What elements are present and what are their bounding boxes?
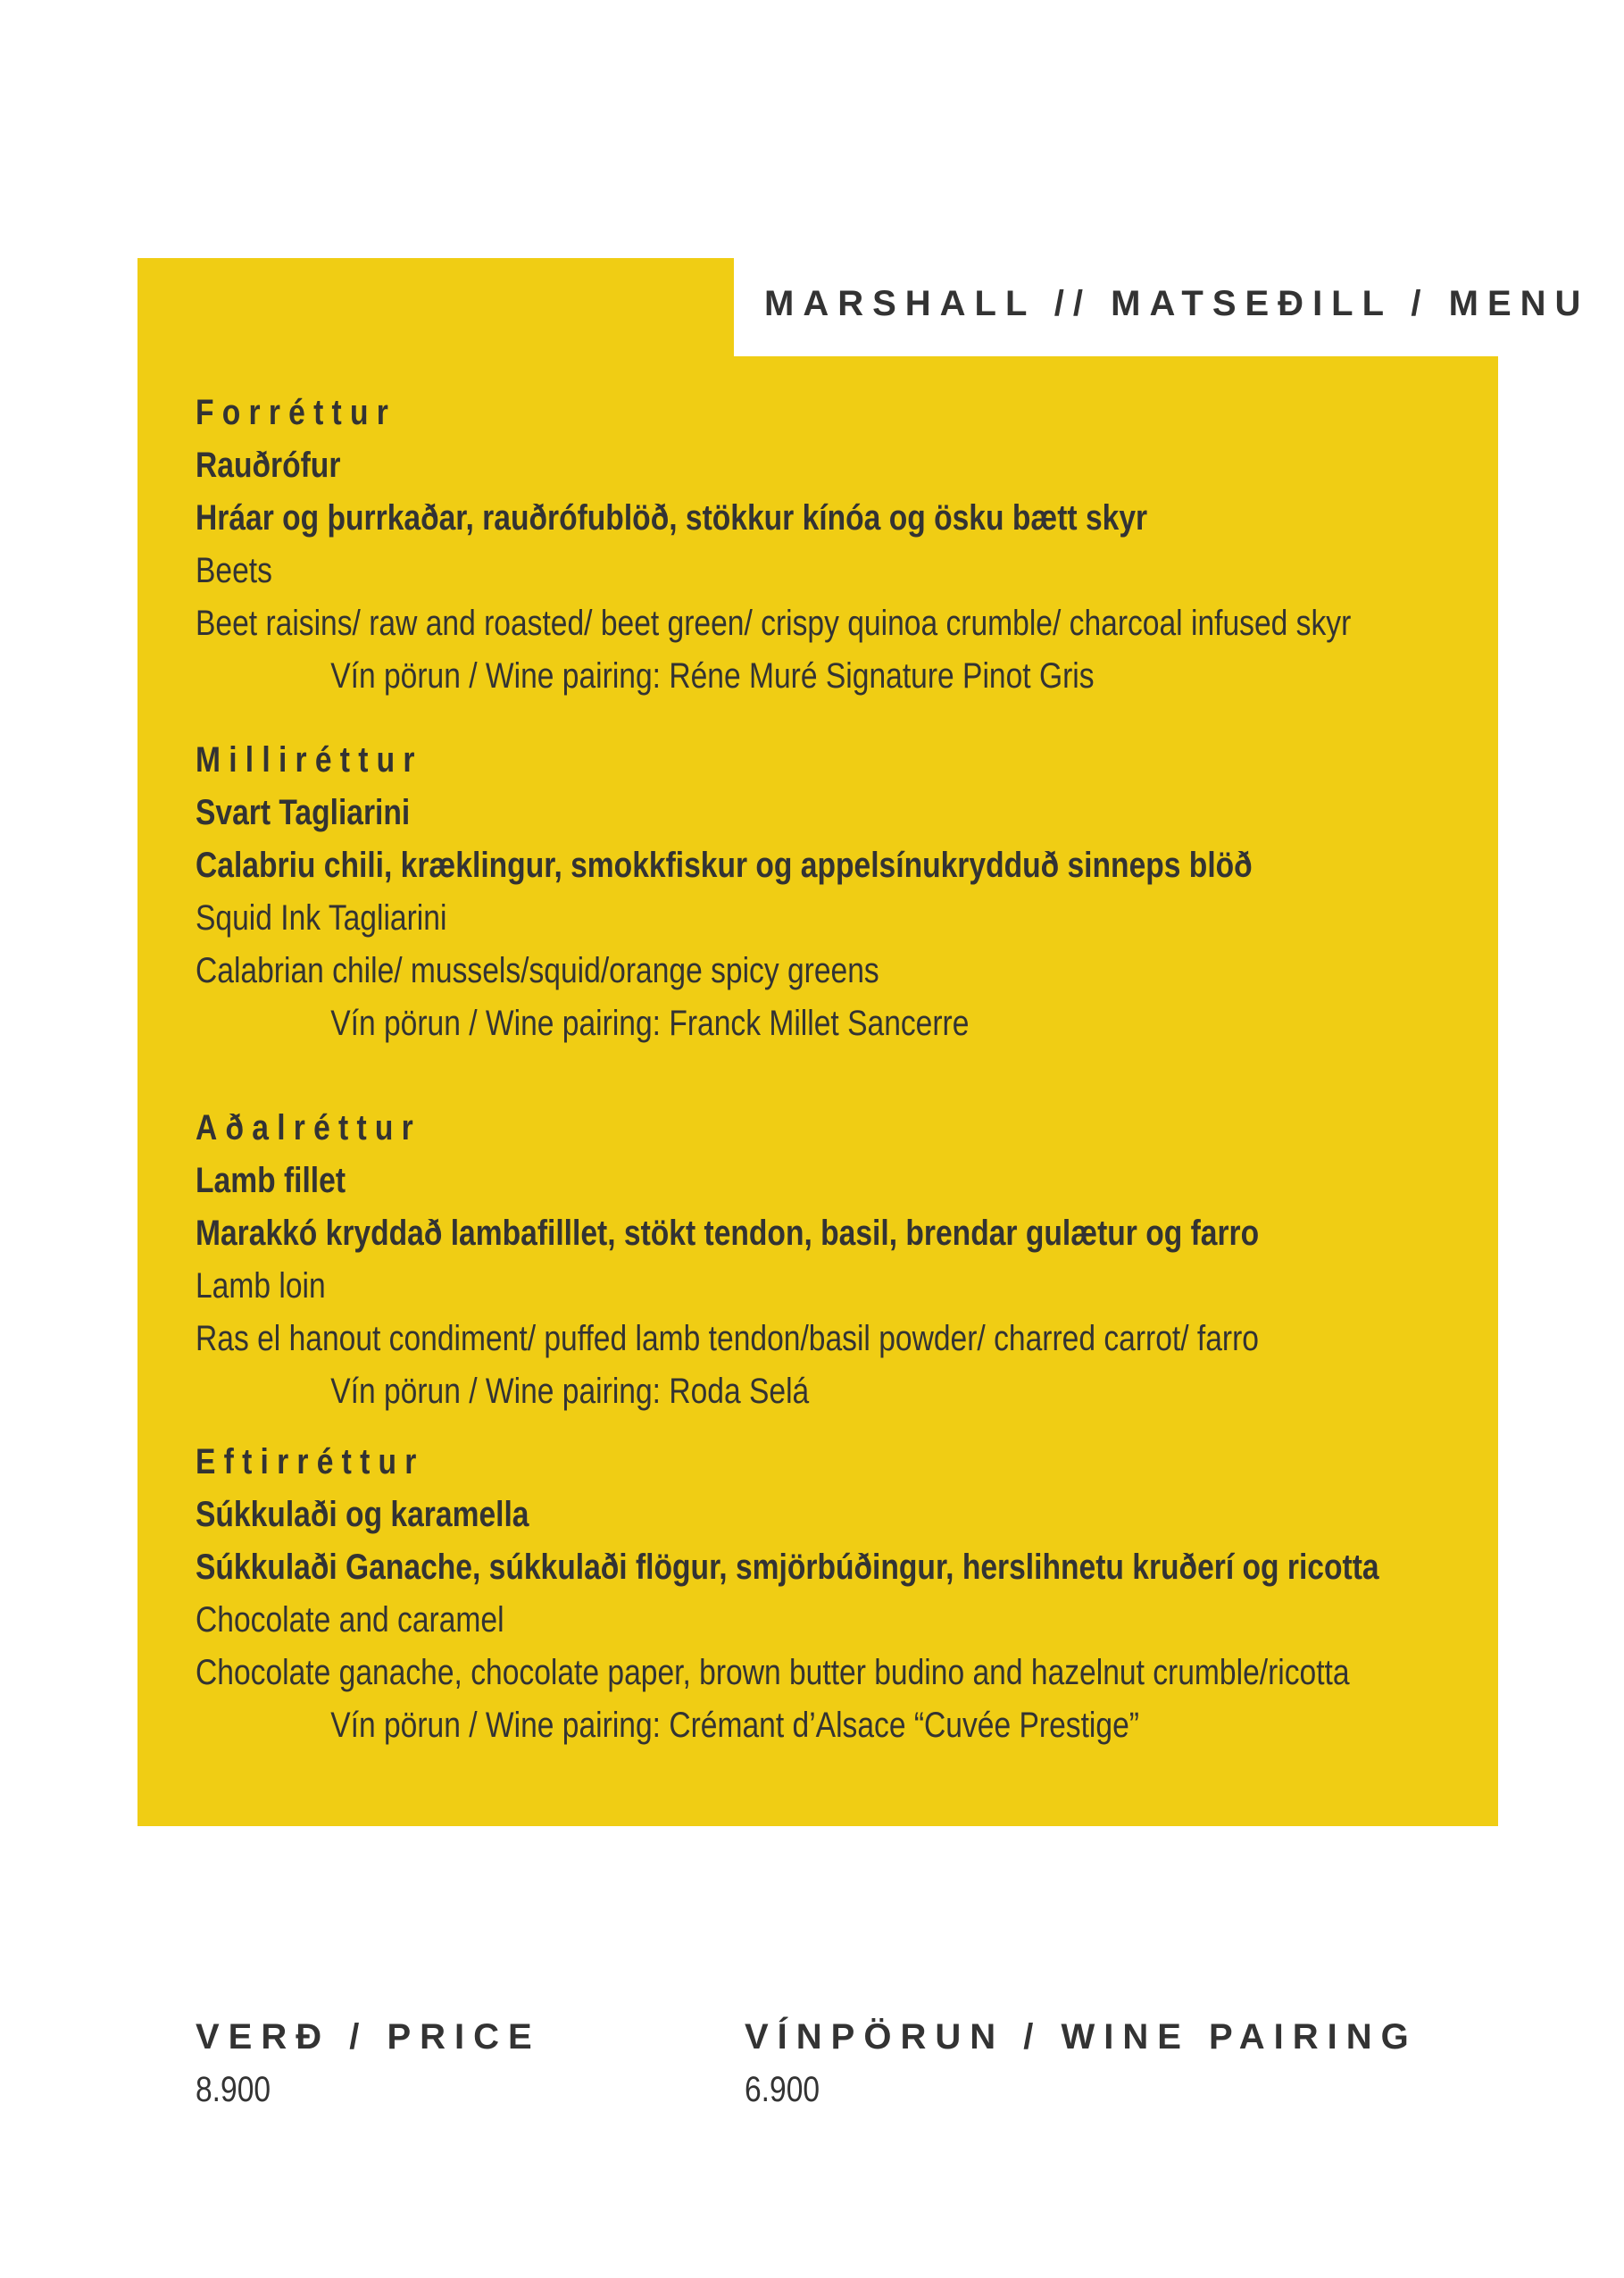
course-starter bbox=[196, 387, 1352, 703]
dish-description-en: Chocolate ganache, chocolate paper, brown butter budino and hazelnut crumble/ricotta bbox=[196, 1653, 1350, 1692]
dish-description-en: Beet raisins/ raw and roasted/ beet green/ crispy quinoa crumble/ charcoal infused skyr bbox=[196, 604, 1352, 643]
dish-description-en: Calabrian chile/ mussels/squid/orange spicy greens bbox=[196, 951, 879, 990]
wine-pairing: Vín pörun / Wine pairing: Roda Selá bbox=[330, 1372, 810, 1411]
course-intermediate bbox=[196, 734, 1276, 1050]
dish-name-is: Rauðrófur bbox=[196, 446, 341, 485]
dish-description-en: Ras el hanout condiment/ puffed lamb tendon/basil powder/ charred carrot/ farro bbox=[196, 1319, 1260, 1358]
dish-name-is: Lamb fillet bbox=[196, 1161, 346, 1200]
dish-name-is: Súkkulaði og karamella bbox=[196, 1495, 529, 1534]
course-heading: Forréttur bbox=[196, 393, 397, 432]
course-dessert bbox=[196, 1436, 1379, 1752]
price-block bbox=[196, 2011, 541, 2116]
menu-title: MARSHALL // MATSEÐILL / MENU bbox=[764, 284, 1590, 323]
course-heading: Milliréttur bbox=[196, 740, 423, 780]
dish-description-is: Hráar og þurrkaðar, rauðrófublöð, stökkur kínóa og ösku bætt skyr bbox=[196, 498, 1148, 538]
course-heading: Aðalréttur bbox=[196, 1108, 421, 1147]
dish-name-en: Beets bbox=[196, 551, 272, 590]
course-heading: Eftirréttur bbox=[196, 1442, 425, 1481]
dish-description-is: Marakkó kryddað lambafilllet, stökt tendon, basil, brendar gulætur og farro bbox=[196, 1214, 1260, 1253]
wine-pairing: Vín pörun / Wine pairing: Réne Muré Signature Pinot Gris bbox=[330, 656, 1095, 696]
price-label: VERÐ / PRICE bbox=[196, 2017, 541, 2057]
wine-pairing-value: 6.900 bbox=[745, 2070, 820, 2109]
price-value: 8.900 bbox=[196, 2070, 271, 2109]
wine-pairing: Vín pörun / Wine pairing: Franck Millet Sancerre bbox=[330, 1004, 970, 1043]
wine-pairing-label: VÍNPÖRUN / WINE PAIRING bbox=[745, 2017, 1418, 2057]
wine-pairing-price-block bbox=[745, 2011, 1418, 2116]
dish-name-en: Squid Ink Tagliarini bbox=[196, 898, 447, 938]
course-main bbox=[196, 1102, 1276, 1418]
dish-description-is: Calabriu chili, kræklingur, smokkfiskur og appelsínukrydduð sinneps blöð bbox=[196, 846, 1253, 885]
wine-pairing: Vín pörun / Wine pairing: Crémant d’Alsace “Cuvée Prestige” bbox=[330, 1706, 1139, 1745]
dish-name-en: Chocolate and caramel bbox=[196, 1600, 504, 1640]
dish-description-is: Súkkulaði Ganache, súkkulaði flögur, smjörbúðingur, herslihnetu kruðerí og ricotta bbox=[196, 1548, 1379, 1587]
dish-name-en: Lamb loin bbox=[196, 1266, 326, 1306]
dish-name-is: Svart Tagliarini bbox=[196, 793, 411, 832]
